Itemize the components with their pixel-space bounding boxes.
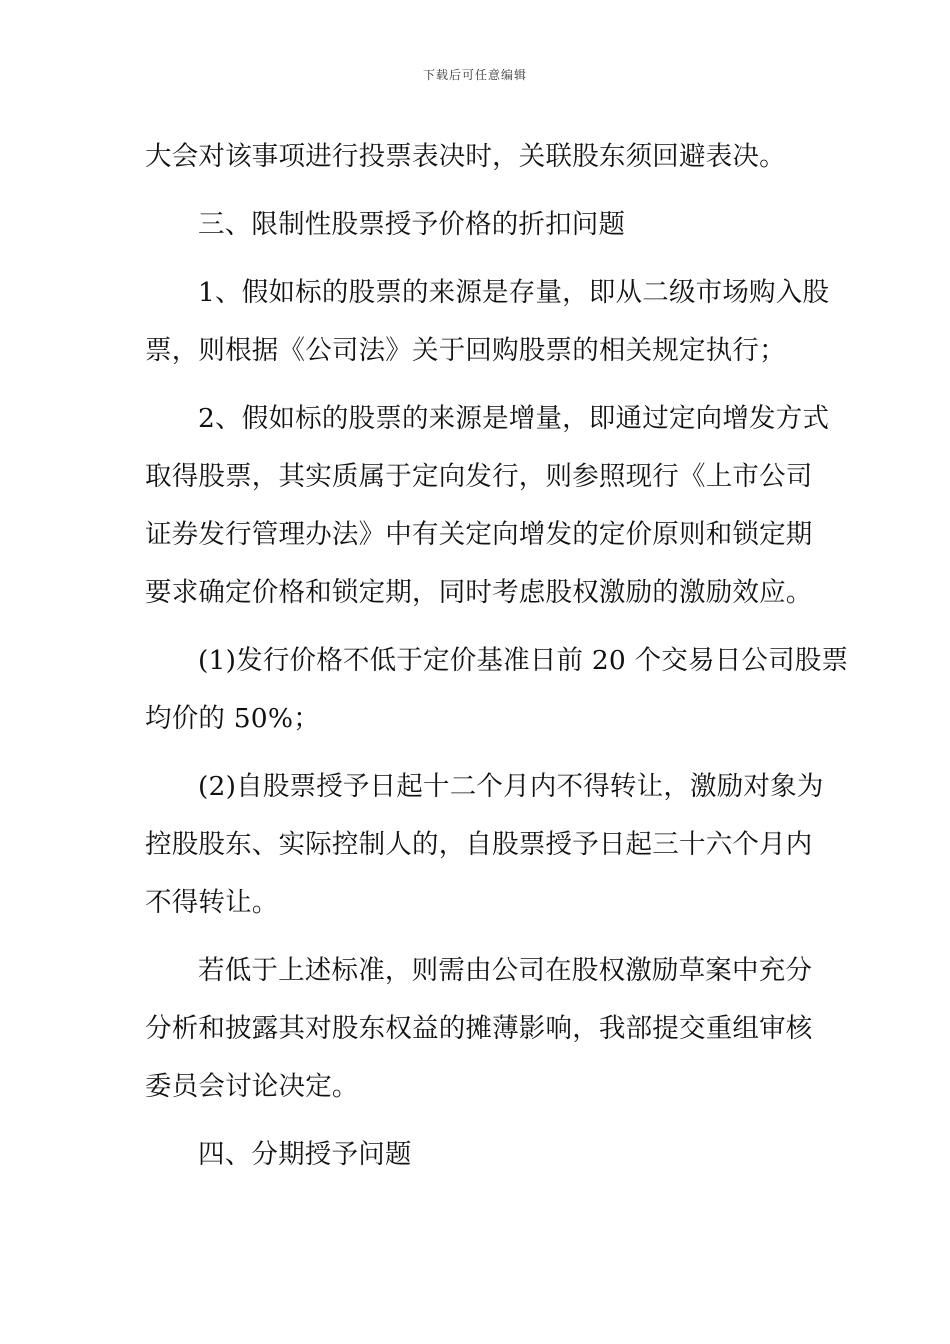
text-line: 不得转让。 (145, 887, 279, 918)
text-line: 2、假如标的股票的来源是增量，即通过定向增发方式 (198, 403, 830, 434)
paragraph-gap (145, 254, 810, 264)
text-line: 取得股票，其实质属于定向发行，则参照现行《上市公司 (145, 461, 813, 492)
document-body (145, 128, 849, 1184)
page-header: 下载后可任意编辑 (422, 68, 527, 82)
text-line: 1、假如标的股票的来源是存量，即从二级市场购入股 (198, 277, 830, 308)
text-line: (2)自股票授予日起十二个月内不得转让，激励对象为 (198, 771, 824, 802)
text-line: 均价的 50%； (145, 703, 320, 734)
text-line: 三、限制性股票授予价格的折扣问题 (198, 209, 626, 240)
paragraph-gap (145, 380, 810, 390)
text-line: (1)发行价格不低于定价基准日前 20 个交易日公司股票 (198, 645, 849, 676)
paragraph-gap (145, 186, 810, 196)
text-line: 委员会讨论决定。 (145, 1071, 359, 1102)
text-line: 证券发行管理办法》中有关定向增发的定价原则和锁定期 (145, 519, 813, 550)
text-line: 控股股东、实际控制人的，自股票授予日起三十六个月内 (145, 829, 813, 860)
text-line: 分析和披露其对股东权益的摊薄影响，我部提交重组审核 (145, 1013, 813, 1044)
paragraph-gap (145, 748, 810, 758)
text-line: 若低于上述标准，则需由公司在股权激励草案中充分 (198, 955, 813, 986)
text-line: 大会对该事项进行投票表决时，关联股东须回避表决。 (145, 141, 786, 172)
text-line: 票，则根据《公司法》关于回购股票的相关规定执行； (145, 335, 786, 366)
text-line: 四、分期授予问题 (198, 1139, 412, 1170)
text-line: 要求确定价格和锁定期，同时考虑股权激励的激励效应。 (145, 577, 813, 608)
paragraph-gap (145, 622, 810, 632)
paragraph-gap (145, 1116, 810, 1126)
paragraph-gap (145, 932, 810, 942)
